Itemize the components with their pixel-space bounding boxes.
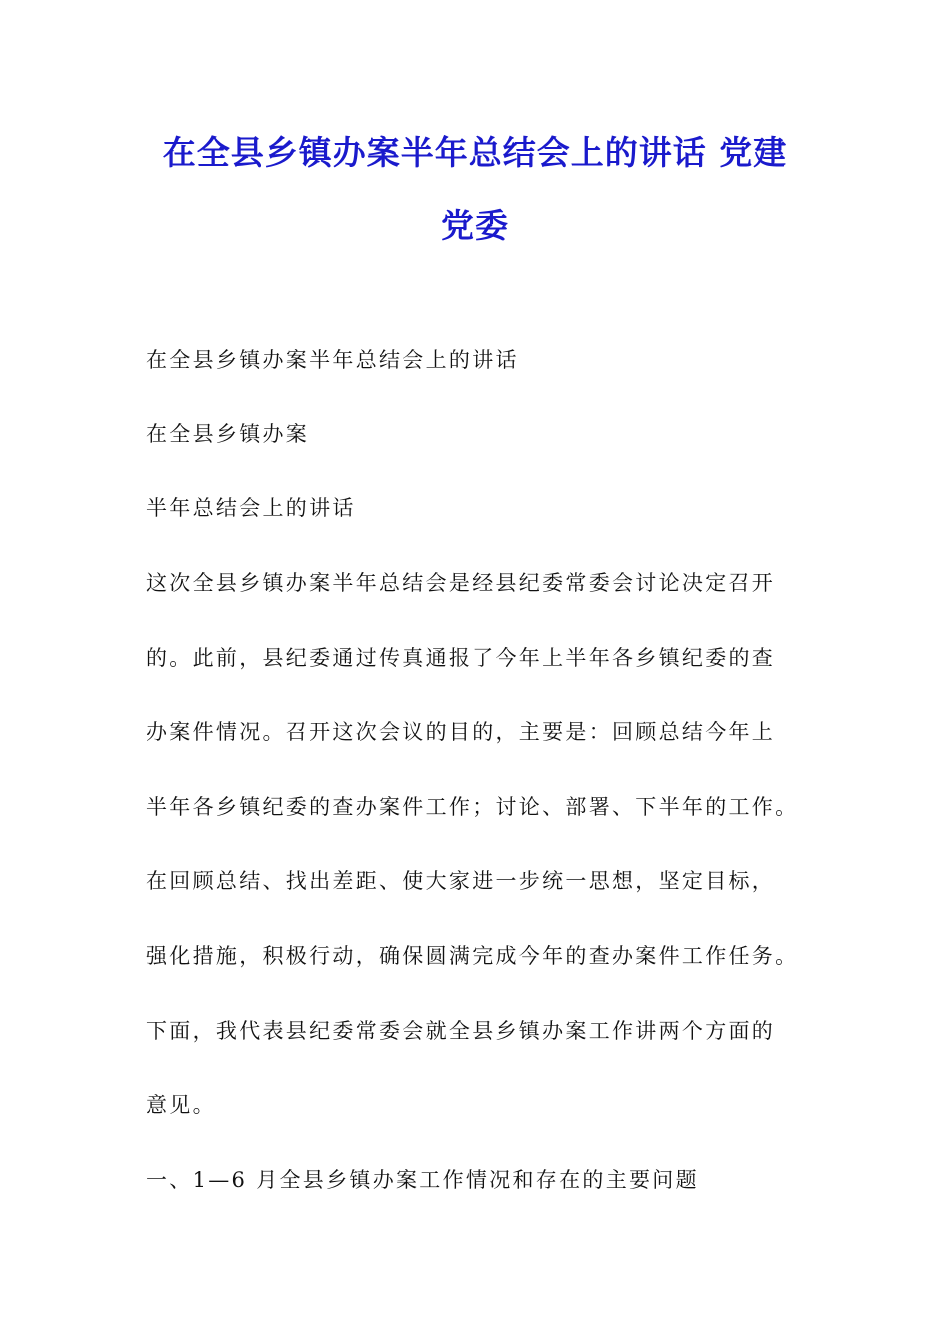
body-line-2: 在全县乡镇办案 [146,422,310,446]
body-line-11: 意见。 [146,1093,216,1117]
section-heading: 一、1—6 月全县乡镇办案工作情况和存在的主要问题 [146,1168,699,1192]
body-line-10: 下面，我代表县纪委常委会就全县乡镇办案工作讲两个方面的 [146,1019,776,1043]
body-line-9: 强化措施，积极行动，确保圆满完成今年的查办案件工作任务。 [146,944,799,968]
body-line-8: 在回顾总结、找出差距、使大家进一步统一思想，坚定目标， [146,869,776,893]
body-line-5: 的。此前，县纪委通过传真通报了今年上半年各乡镇纪委的查 [146,646,776,670]
document-title-line-2: 党委 [441,206,509,245]
body-line-6: 办案件情况。召开这次会议的目的，主要是：回顾总结今年上 [146,720,776,744]
body-line-7: 半年各乡镇纪委的查办案件工作；讨论、部署、下半年的工作。 [146,795,799,819]
body-line-1: 在全县乡镇办案半年总结会上的讲话 [146,348,519,372]
body-line-4: 这次全县乡镇办案半年总结会是经县纪委常委会讨论决定召开 [146,571,776,595]
document-title-line-1: 在全县乡镇办案半年总结会上的讲话 党建 [162,133,788,172]
body-line-3: 半年总结会上的讲话 [146,496,356,520]
